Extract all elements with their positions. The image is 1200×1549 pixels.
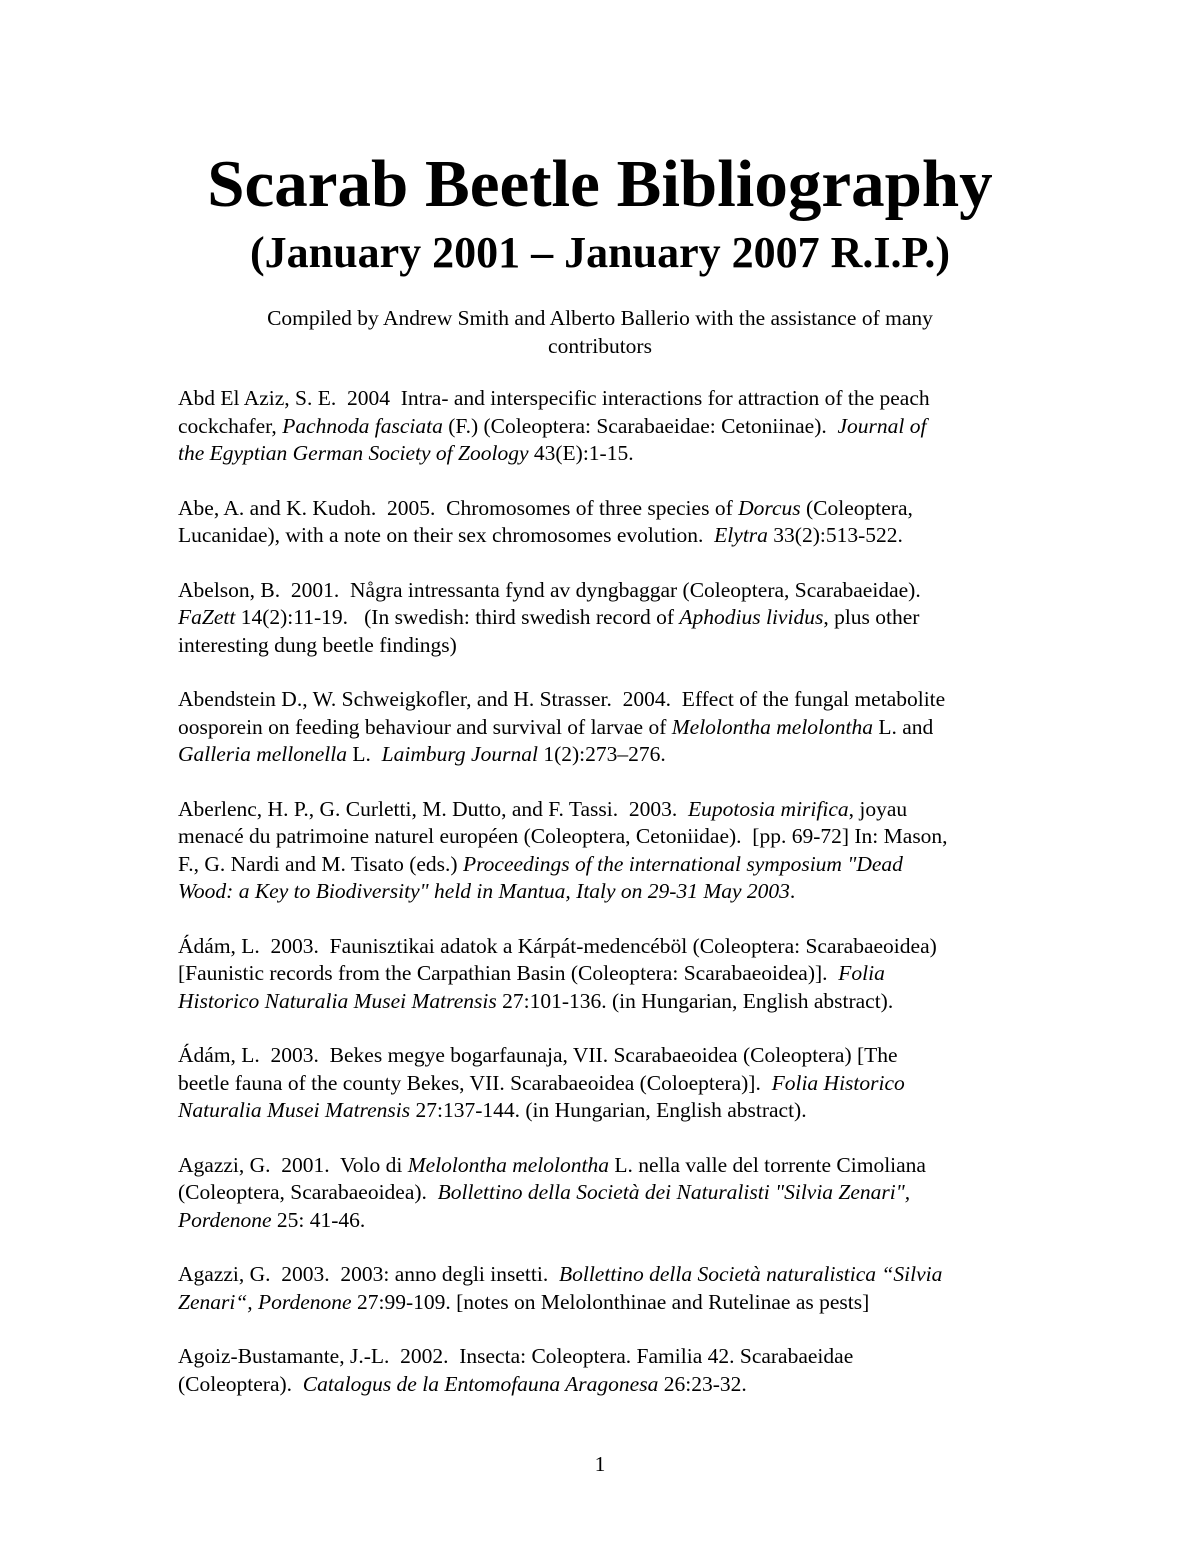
bibliography-entry [178,796,1038,906]
entry-italic-text: Elytra [714,523,768,547]
entry-text: Abendstein D., W. Schweigkofler, and H. Strasser. 2004. Effect of the fungal metabolite [178,687,946,711]
entry-italic-text: Historico Naturalia Musei Matrensis [178,988,497,1013]
entry-text: L. and [873,714,934,739]
entry-line [178,1261,1038,1289]
entry-text: cockchafer, [178,413,283,438]
entry-line [178,1207,1038,1235]
entry-text: beetle fauna of the county Bekes, VII. Scarabaeoidea (Coloeptera)]. [178,1070,772,1095]
entry-line [178,741,1038,769]
entry-text: Agazzi, G. 2003. 2003: anno degli insetti. [178,1262,559,1286]
entry-text: (Coleoptera, Scarabaeoidea). [178,1180,438,1204]
entry-line [178,714,1038,742]
entry-line [178,577,1038,605]
entry-line [178,385,1038,413]
entry-text: menacé du patrimoine naturel européen (Coleoptera, Cetoniidae). [pp. 69-72] In: Mason, [178,824,948,848]
bibliography-entry [178,686,1038,769]
entry-text: 33(2):513-522. [767,523,903,547]
entry-line [178,522,1038,550]
entry-text: Abe, A. and K. Kudoh. 2005. Chromosomes of three species of [178,495,739,520]
entry-line [178,1179,1038,1207]
entry-text: F., G. Nardi and M. Tisato (eds.) [178,851,463,876]
entry-text: 27:137-144. (in Hungarian, English abstract). [410,1098,807,1122]
entry-text: Abd El Aziz, S. E. 2004 Intra- and interspecific interactions for attraction of the peach [178,386,930,410]
entry-italic-text: Journal of [837,413,927,438]
document-subtitle: (January 2001 – January 2007 R.I.P.) [250,228,950,277]
entry-italic-text: Pachnoda fasciata [282,413,443,438]
entry-text: 14(2):11-19. (In swedish: third swedish record of [235,605,680,629]
entry-line [178,1343,1038,1371]
entry-line [178,1070,1038,1098]
entry-text: Agoiz-Bustamante, J.-L. 2002. Insecta: Coleoptera. Familia 42. Scarabaeidae [178,1344,854,1368]
bibliography-entry [178,1152,1038,1235]
entry-italic-text: Melolontha melolontha [407,1152,609,1177]
entry-italic-text: Wood: a Key to Biodiversity" held in Mantua, Italy on 29-31 May 2003 [178,879,790,903]
bibliography-entry [178,385,1038,468]
entry-italic-text: Bollettino della Società dei Naturalisti "Silvia Zenari", [437,1180,911,1204]
entry-italic-text: Proceedings of the international symposium "Dead [462,851,903,876]
entry-line [178,495,1038,523]
entry-text: (F.) (Coleoptera: Scarabaeidae: Cetoniinae). [442,413,838,438]
entry-text: L. nella valle del torrente Cimoliana [608,1152,926,1177]
entry-text: oosporein on feeding behaviour and survival of larvae of [178,714,672,739]
page-number: 1 [594,1452,606,1476]
entry-italic-text: Folia [838,961,885,985]
bibliography-entry [178,495,1038,550]
entry-italic-text: the Egyptian German Society of Zoology [178,441,529,465]
entry-italic-text: Laimburg Journal [381,742,538,766]
compiled-by-line-2: contributors [548,334,652,358]
compiled-by-line-1: Compiled by Andrew Smith and Alberto Ballerio with the assistance of many [267,306,933,330]
entry-italic-text: Dorcus [738,495,801,520]
entry-italic-text: Zenari“, Pordenone [178,1289,352,1314]
entry-line [178,1097,1038,1125]
entry-line [178,988,1038,1016]
entry-italic-text: Folia Historico [771,1070,905,1095]
entry-line [178,796,1038,824]
entry-text: Aberlenc, H. P., G. Curletti, M. Dutto, and F. Tassi. 2003. [178,796,688,821]
entry-italic-text: Catalogus de la Entomofauna Aragonesa [302,1371,659,1396]
document-title: Scarab Beetle Bibliography [207,147,993,221]
bibliography-entry [178,1042,1038,1125]
entry-text: 27:99-109. [notes on Melolonthinae and Rutelinae as pests] [351,1289,870,1314]
entry-line [178,440,1038,468]
entry-text: Ádám, L. 2003. Bekes megye bogarfaunaja, VII. Scarabaeoidea (Coleoptera) [The [178,1043,898,1067]
entry-text: Agazzi, G. 2001. Volo di [178,1152,408,1177]
entry-text: 26:23-32. [658,1371,747,1396]
entry-line [178,1371,1038,1399]
bibliography-entry [178,933,1038,1016]
entry-text: interesting dung beetle findings) [178,632,457,657]
entry-text: 1(2):273–276. [537,742,666,766]
entry-line [178,604,1038,632]
compiled-by-note [200,304,1000,360]
entry-line [178,960,1038,988]
entry-text: [Faunistic records from the Carpathian Basin (Coleoptera: Scarabaeoidea)]. [178,961,839,985]
entry-italic-text: Melolontha melolontha [671,714,873,739]
entry-line [178,823,1038,851]
entry-text: 43(E):1-15. [528,441,634,465]
entry-italic-text: Aphodius lividus [679,605,824,629]
entry-line [178,933,1038,961]
bibliography-list [178,385,1038,1425]
entry-line [178,413,1038,441]
entry-line [178,851,1038,879]
entry-text: (Coleoptera, [800,495,913,520]
bibliography-entry [178,577,1038,660]
entry-line [178,1042,1038,1070]
entry-italic-text: Galleria mellonella [178,742,347,766]
bibliography-entry [178,1261,1038,1316]
entry-text: L. [347,742,382,766]
entry-text: (Coleoptera). [178,1371,303,1396]
entry-italic-text: Pordenone [178,1207,272,1232]
entry-text: , joyau [848,796,908,821]
entry-text: Lucanidae), with a note on their sex chromosomes evolution. [178,523,715,547]
bibliography-entry [178,1343,1038,1398]
entry-text: . [789,879,796,903]
entry-text: , plus other [823,605,920,629]
entry-line [178,878,1038,906]
entry-line [178,1289,1038,1317]
entry-text: 25: 41-46. [271,1207,366,1232]
entry-line [178,1152,1038,1180]
entry-text: 27:101-136. (in Hungarian, English abstract). [496,988,894,1013]
entry-text: Ádám, L. 2003. Faunisztikai adatok a Kárpát-medencéböl (Coleoptera: Scarabaeoidea) [178,933,937,958]
entry-line [178,632,1038,660]
entry-italic-text: FaZett [178,605,236,629]
entry-text: Abelson, B. 2001. Några intressanta fynd av dyngbaggar (Coleoptera, Scarabaeidae). [178,577,921,602]
entry-italic-text: Naturalia Musei Matrensis [178,1098,411,1122]
entry-italic-text: Bollettino della Società naturalistica “Silvia [558,1262,943,1286]
entry-line [178,686,1038,714]
entry-italic-text: Eupotosia mirifica [687,796,849,821]
